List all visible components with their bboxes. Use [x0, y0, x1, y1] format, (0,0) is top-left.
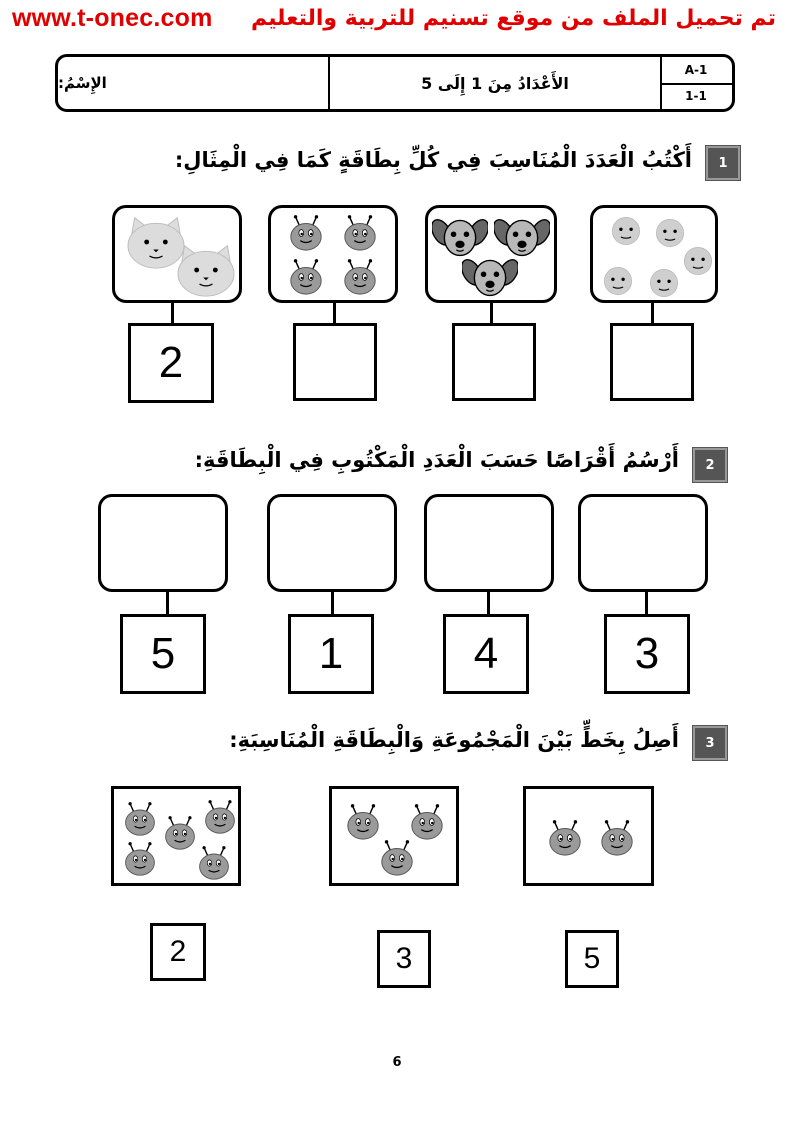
circle-face-icon: [681, 244, 715, 278]
bug-icon: [122, 841, 158, 877]
dog-face-icon: [462, 254, 518, 300]
bug-icon: [341, 258, 379, 296]
connector-line: [645, 592, 648, 615]
exercise-1-answer-box[interactable]: [452, 323, 536, 401]
exercise-2-drawing-card[interactable]: [267, 494, 397, 592]
bug-icon: [408, 803, 446, 841]
exercise-1-card-circles: [590, 205, 718, 303]
exercise-2-number-box: 1: [288, 614, 374, 694]
exercise-2-drawing-card[interactable]: [98, 494, 228, 592]
circle-face-icon: [609, 214, 643, 248]
exercise-2-drawing-card[interactable]: [578, 494, 708, 592]
site-url-banner[interactable]: www.t-onec.com: [12, 4, 213, 32]
bug-icon: [546, 819, 584, 857]
exercise-3-instruction: أَصِلُ بِخَطٍّ بَيْنَ الْمَجْمُوعَةِ وَالْبِطَاقَةِ الْمُنَاسِبَةِ:: [229, 728, 679, 752]
exercise-2-number: 2: [693, 448, 727, 482]
bug-icon: [287, 214, 325, 252]
exercise-3-group-three[interactable]: [329, 786, 459, 886]
exercise-1-card-bugs: [268, 205, 398, 303]
bug-icon: [162, 815, 198, 851]
exercise-3-number-card[interactable]: 3: [377, 930, 431, 988]
connector-line: [490, 303, 493, 324]
exercise-2-number-box: 5: [120, 614, 206, 694]
bug-icon: [202, 799, 238, 835]
exercise-1-answer-box[interactable]: [610, 323, 694, 401]
bug-icon: [598, 819, 636, 857]
worksheet-header: [55, 54, 735, 112]
bug-icon: [341, 214, 379, 252]
exercise-1-instruction: أَكْتُبُ الْعَدَدَ الْمُنَاسِبَ فِي كُلِّ بِطَاقَةٍ كَمَا فِي الْمِثَالِ:: [174, 148, 692, 172]
connector-line: [333, 303, 336, 324]
worksheet-title: الأَعْدَادُ مِنَ 1 إِلَى 5: [330, 57, 662, 109]
exercise-3-group-two[interactable]: [523, 786, 654, 886]
exercise-1-card-dogs: [425, 205, 557, 303]
exercise-3-number: 3: [693, 726, 727, 760]
exercise-2-number-box: 4: [443, 614, 529, 694]
worksheet-code-top: A-1: [660, 57, 732, 85]
circle-face-icon: [601, 264, 635, 298]
worksheet-code-bottom: 1-1: [685, 89, 707, 103]
exercise-1-card-cats: [112, 205, 242, 303]
connector-line: [166, 592, 169, 615]
exercise-1-answer-box[interactable]: [293, 323, 377, 401]
exercise-3-group-five[interactable]: [111, 786, 241, 886]
bug-icon: [287, 258, 325, 296]
exercise-1-answer-box[interactable]: 2: [128, 323, 214, 403]
student-name-field[interactable]: الإِسْمُ:: [58, 57, 330, 109]
exercise-3-number-card[interactable]: 5: [565, 930, 619, 988]
exercise-2-drawing-card[interactable]: [424, 494, 554, 592]
bug-icon: [122, 801, 158, 837]
exercise-1-number: 1: [706, 146, 740, 180]
page-number: 6: [392, 1055, 402, 1070]
exercise-2-number-box: 3: [604, 614, 690, 694]
connector-line: [331, 592, 334, 615]
circle-face-icon: [647, 266, 681, 300]
connector-line: [487, 592, 490, 615]
connector-line: [171, 303, 174, 324]
bug-icon: [196, 845, 232, 881]
download-banner-text: تم تحميل الملف من موقع تسنيم للتربية والتعليم: [250, 6, 776, 31]
bug-icon: [378, 839, 416, 877]
connector-line: [651, 303, 654, 324]
exercise-2-instruction: أَرْسُمُ أَقْرَاصًا حَسَبَ الْعَدَدِ الْمَكْتُوبِ فِي الْبِطَاقَةِ:: [194, 448, 679, 472]
cat-face-icon: [173, 242, 239, 298]
exercise-3-number-card[interactable]: 2: [150, 923, 206, 981]
bug-icon: [344, 803, 382, 841]
